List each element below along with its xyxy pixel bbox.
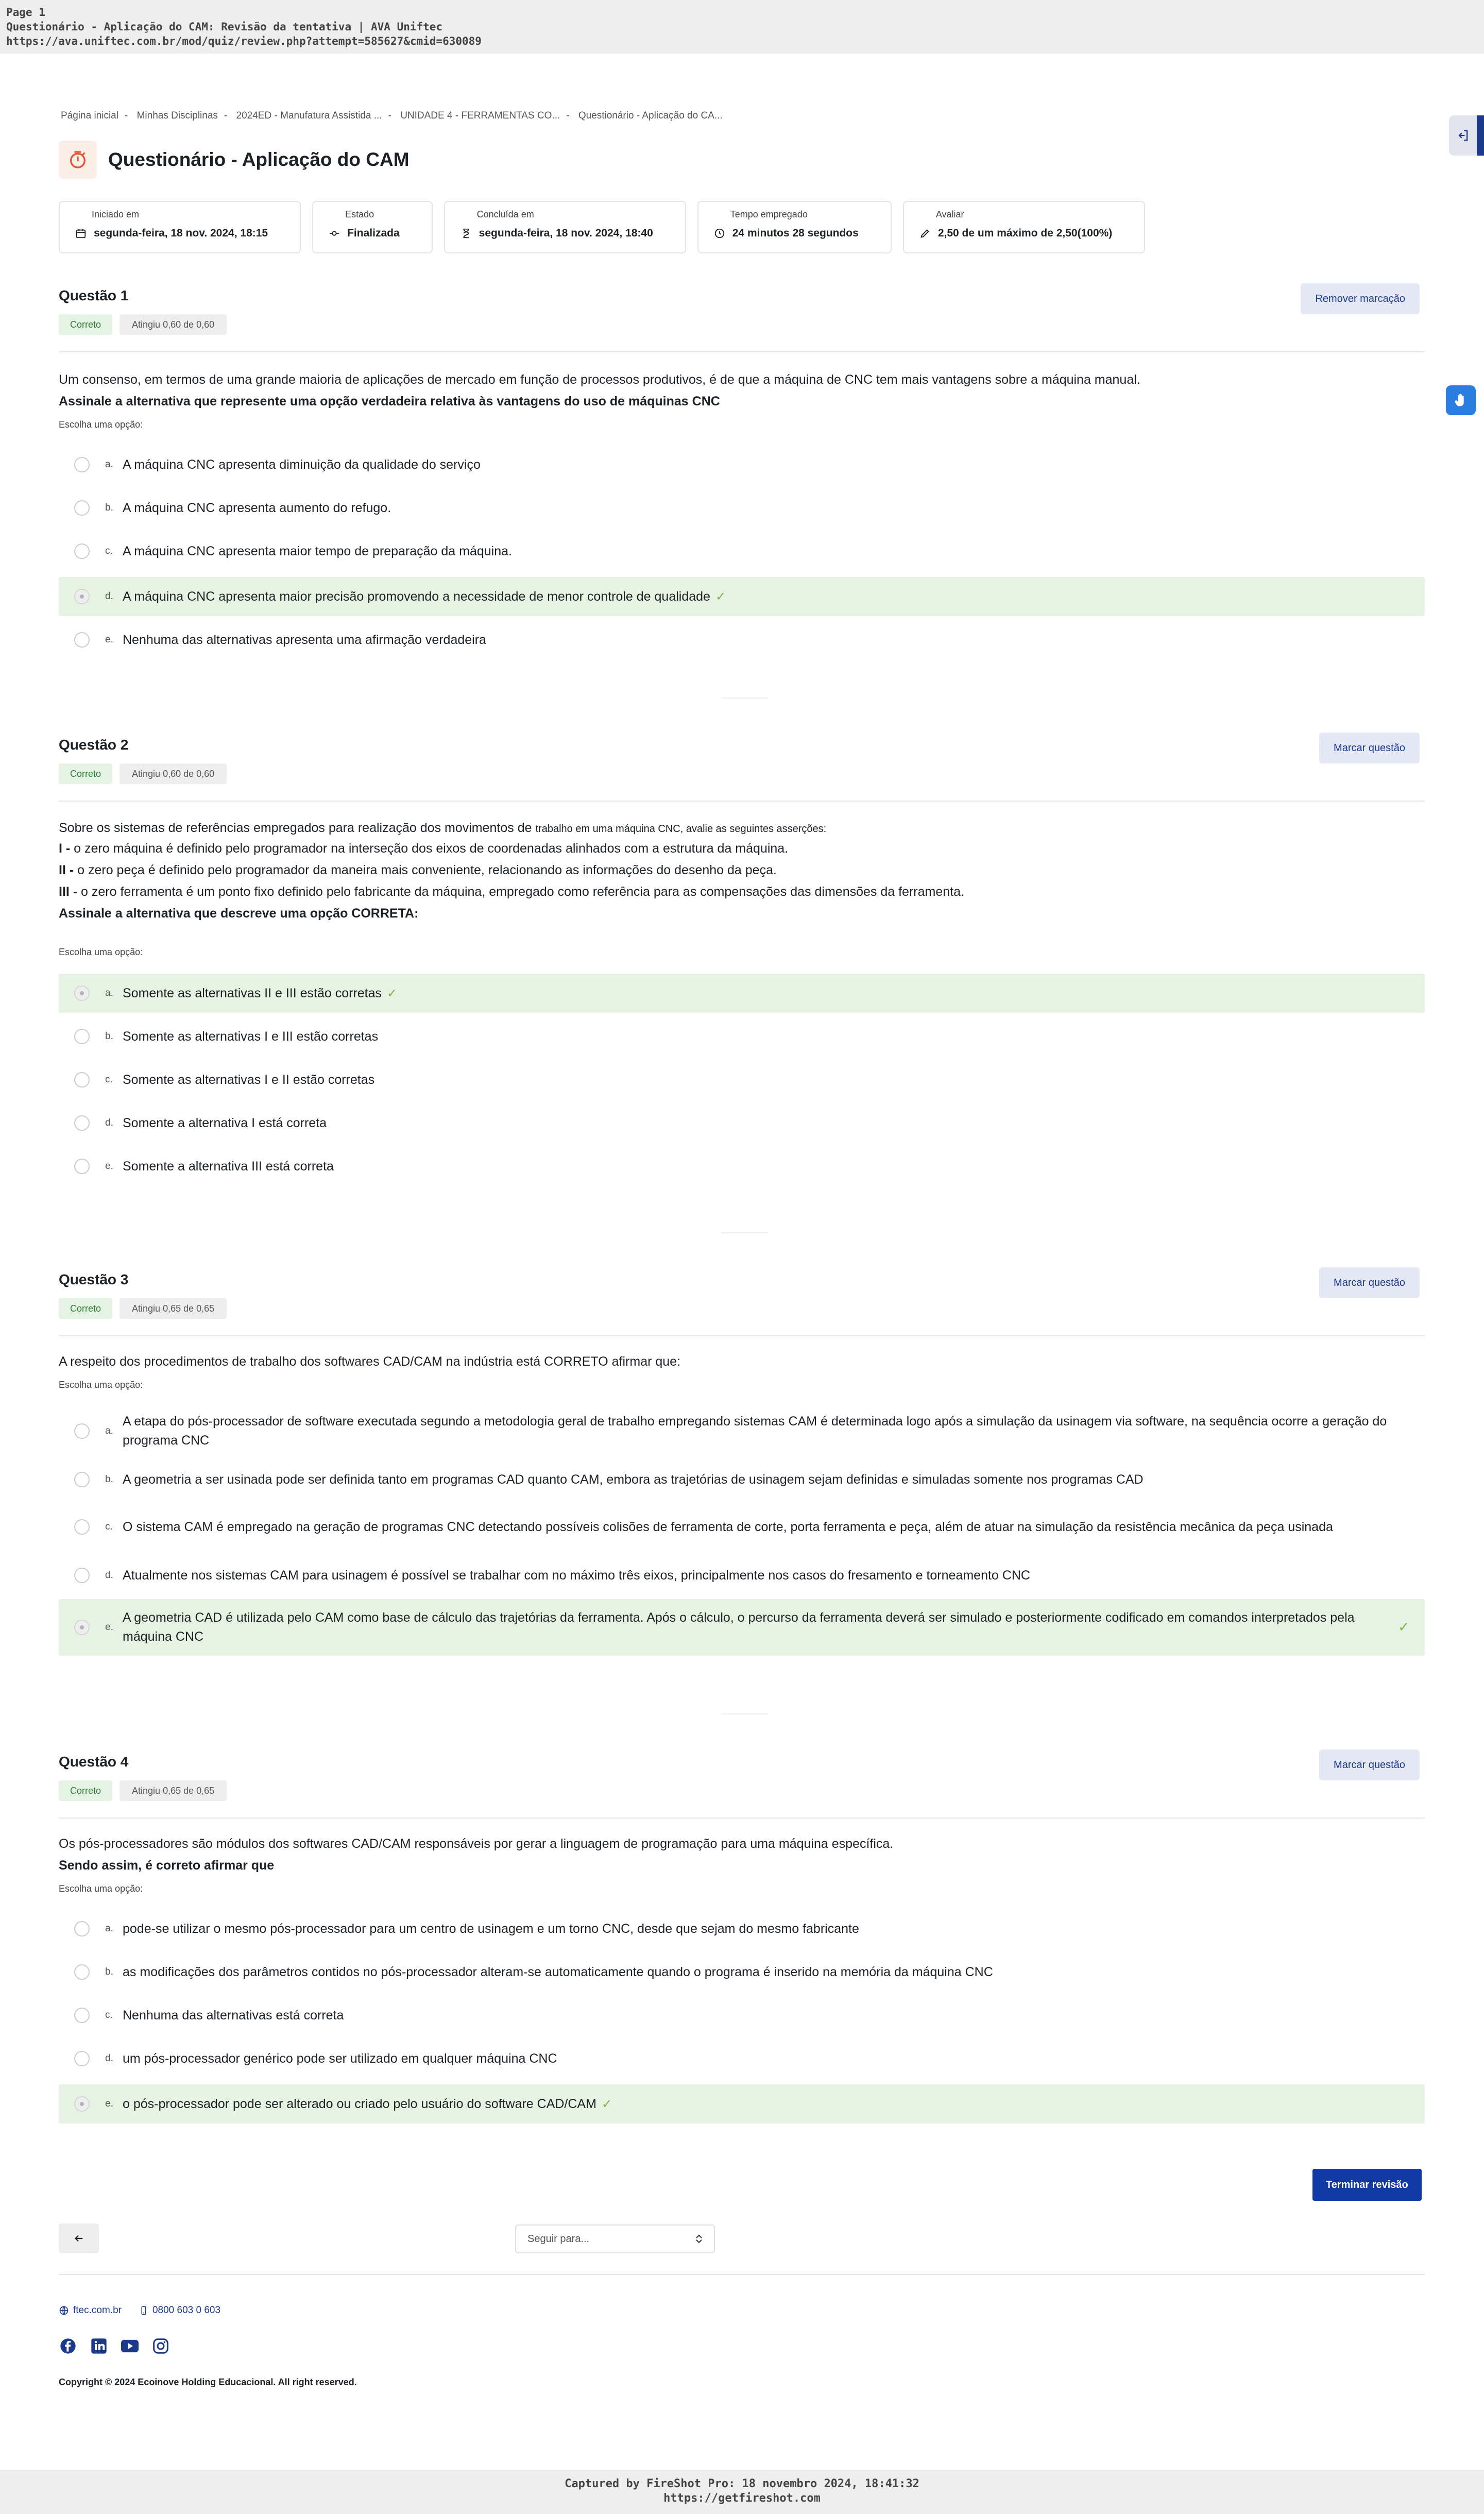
question-text: A respeito dos procedimentos de trabalho dos softwares CAD/CAM na indústria está CORRETO afirmar que: bbox=[59, 1354, 681, 1369]
social-links bbox=[59, 2337, 182, 2355]
option-radio[interactable] bbox=[74, 1072, 90, 1088]
completed-card bbox=[444, 201, 686, 253]
option-letter: a. bbox=[105, 988, 113, 998]
option-radio[interactable] bbox=[74, 1159, 90, 1174]
previous-button[interactable] bbox=[59, 2223, 99, 2253]
capture-link: https://getfireshot.com bbox=[663, 2492, 821, 2505]
option-text: A máquina CNC apresenta aumento do refugo. bbox=[123, 500, 391, 515]
question-title: Questão 1 bbox=[59, 287, 129, 303]
calendar-icon bbox=[75, 228, 87, 239]
option-d[interactable] bbox=[59, 1558, 1425, 1593]
phone-link[interactable] bbox=[139, 2305, 220, 2316]
check-icon: ✓ bbox=[601, 2097, 612, 2111]
option-letter: c. bbox=[105, 2010, 113, 2020]
option-text: Somente as alternativas II e III estão corretas ✓ bbox=[123, 984, 1394, 1003]
option-letter: c. bbox=[105, 1521, 113, 1532]
option-radio-selected[interactable] bbox=[74, 589, 90, 604]
option-radio-selected[interactable] bbox=[74, 2096, 90, 2112]
phone-icon bbox=[139, 2305, 148, 2316]
facebook-icon[interactable] bbox=[59, 2337, 77, 2355]
status-icon bbox=[329, 228, 340, 239]
option-radio[interactable] bbox=[74, 2051, 90, 2066]
question-title: Questão 4 bbox=[59, 1754, 129, 1770]
question-title: Questão 3 bbox=[59, 1271, 129, 1287]
page-header bbox=[59, 139, 410, 180]
option-radio[interactable] bbox=[74, 632, 90, 648]
option-text: A geometria a ser usinada pode ser definida tanto em programas CAD quanto CAM, embora as trajetórias de usinagem sejam definidas e simuladas somente nos programas CAD bbox=[123, 1472, 1144, 1487]
linkedin-icon[interactable] bbox=[90, 2337, 108, 2355]
status-badge: Correto bbox=[59, 1780, 112, 1801]
option-text: um pós-processador genérico pode ser utilizado em qualquer máquina CNC bbox=[123, 2051, 557, 2066]
breadcrumb-home[interactable]: Página inicial bbox=[61, 110, 118, 121]
breadcrumb-my-courses[interactable]: Minhas Disciplinas bbox=[137, 110, 218, 121]
option-text: A máquina CNC apresenta maior precisão promovendo a necessidade de menor controle de qualidade ✓ bbox=[123, 587, 1394, 606]
status-badge: Correto bbox=[59, 763, 112, 784]
footer-divider bbox=[59, 2274, 1425, 2275]
capture-footer bbox=[0, 2470, 1484, 2514]
question-separator bbox=[721, 1232, 767, 1233]
divider bbox=[59, 801, 1425, 802]
check-icon: ✓ bbox=[715, 589, 726, 604]
started-value: segunda-feira, 18 nov. 2024, 18:15 bbox=[94, 227, 268, 239]
attempt-summary bbox=[59, 201, 1156, 253]
option-text: Nenhuma das alternativas apresenta uma afirmação verdadeira bbox=[123, 632, 486, 647]
question-intro: Sobre os sistemas de referências empregados para realização dos movimentos de trabalho em uma máquina CNC, avalie as seguintes asserções: bbox=[59, 821, 827, 835]
option-b[interactable] bbox=[59, 1019, 1425, 1054]
option-letter: c. bbox=[105, 546, 113, 556]
website-text: ftec.com.br bbox=[73, 2305, 122, 2316]
assertion-3: III - o zero ferramenta é um ponto fixo definido pelo fabricante da máquina, empregado como referência para as compensações das dimensões da ferramenta. bbox=[59, 885, 964, 899]
option-radio[interactable] bbox=[74, 1964, 90, 1980]
option-radio[interactable] bbox=[74, 2008, 90, 2023]
grade-value: 2,50 de um máximo de 2,50(100%) bbox=[937, 227, 1113, 239]
option-c[interactable] bbox=[59, 1502, 1425, 1552]
question-text: Um consenso, em termos de uma grande maioria de aplicações de mercado em função de processos produtivos, é de que a máquina de CNC tem mais vantagens sobre a máquina manual. bbox=[59, 372, 1140, 387]
option-letter: d. bbox=[105, 1117, 113, 1128]
globe-icon bbox=[59, 2305, 69, 2316]
assertion-1: I - o zero máquina é definido pelo programador na interseção dos eixos de coordenadas alinhados com a estrutura da máquina. bbox=[59, 841, 789, 856]
option-letter: d. bbox=[105, 591, 113, 602]
choose-option-label: Escolha uma opção: bbox=[59, 419, 143, 430]
time-value: 24 minutos 28 segundos bbox=[732, 227, 859, 239]
option-a-correct[interactable] bbox=[59, 974, 1425, 1013]
option-radio[interactable] bbox=[74, 1568, 90, 1583]
choose-option-label: Escolha uma opção: bbox=[59, 947, 143, 957]
quiz-icon bbox=[59, 141, 97, 179]
youtube-icon[interactable] bbox=[121, 2337, 139, 2355]
time-card bbox=[697, 201, 892, 253]
option-d-correct[interactable] bbox=[59, 577, 1425, 616]
page-title: Questionário - Aplicação do CAM bbox=[108, 149, 410, 170]
option-letter: c. bbox=[105, 1074, 113, 1085]
option-letter: b. bbox=[105, 1031, 113, 1042]
breadcrumb-quiz[interactable]: Questionário - Aplicação do CA... bbox=[578, 110, 723, 121]
flag-question-button[interactable]: Marcar questão bbox=[1319, 1267, 1420, 1298]
breadcrumb: Página inicial - Minhas Disciplinas - 2024ED - Manufatura Assistida ... - UNIDADE 4 - FERRAMENTAS CO... - Questionário - Aplicação do CA... bbox=[61, 110, 723, 121]
grade-label: Avaliar bbox=[935, 209, 964, 219]
option-letter: b. bbox=[105, 502, 113, 513]
option-b[interactable] bbox=[59, 1955, 1425, 1990]
finish-review-button[interactable]: Terminar revisão bbox=[1312, 2169, 1422, 2201]
accessibility-button[interactable] bbox=[1446, 385, 1476, 415]
option-text: A etapa do pós-processador de software executada segundo a metodologia geral de trabalho empregando sistemas CAM é determinada logo após a simulação da usinagem via software, na sequência ocorre a geração do programa CNC bbox=[123, 1414, 1387, 1448]
choose-option-label: Escolha uma opção: bbox=[59, 1883, 143, 1894]
document-title: Questionário - Aplicação do CAM: Revisão da tentativa | AVA Uniftec bbox=[6, 21, 443, 33]
option-text: Somente as alternativas I e III estão corretas bbox=[123, 1029, 379, 1044]
divider bbox=[59, 1335, 1425, 1336]
option-text: Nenhuma das alternativas está correta bbox=[123, 2008, 344, 2023]
open-drawer-button[interactable] bbox=[1449, 115, 1484, 156]
option-text: Somente a alternativa III está correta bbox=[123, 1159, 334, 1174]
website-link[interactable] bbox=[59, 2305, 122, 2316]
question-instruction: Sendo assim, é correto afirmar que bbox=[59, 1858, 275, 1873]
option-radio[interactable] bbox=[74, 1115, 90, 1131]
option-text: O sistema CAM é empregado na geração de programas CNC detectando possíveis colisões de ferramenta de corte, porta ferramenta e peça, além de atuar na simulação da resistência mecânica da peça usinada bbox=[123, 1519, 1333, 1534]
option-radio[interactable] bbox=[74, 1423, 90, 1439]
question-separator bbox=[721, 698, 767, 699]
select-arrows-icon bbox=[695, 2234, 703, 2244]
state-card bbox=[312, 201, 433, 253]
status-badge: Correto bbox=[59, 314, 112, 335]
state-label: Estado bbox=[345, 209, 374, 219]
flag-question-button[interactable]: Remover marcação bbox=[1301, 283, 1420, 314]
page-label: Page 1 bbox=[6, 6, 45, 19]
divider bbox=[59, 351, 1425, 352]
option-letter: b. bbox=[105, 1966, 113, 1977]
flag-question-button[interactable]: Marcar questão bbox=[1319, 1749, 1420, 1780]
clock-icon bbox=[714, 228, 725, 239]
option-text: pode-se utilizar o mesmo pós-processador para um centro de usinagem e um torno CNC, desde que sejam do mesmo fabricante bbox=[123, 1921, 859, 1936]
phone-text: 0800 603 0 603 bbox=[152, 2305, 221, 2316]
option-radio[interactable] bbox=[74, 543, 90, 559]
jump-to-select[interactable] bbox=[515, 2224, 715, 2253]
instagram-icon[interactable] bbox=[151, 2337, 170, 2355]
arrow-left-icon bbox=[73, 2233, 84, 2244]
option-radio[interactable] bbox=[74, 1519, 90, 1535]
option-text: as modificações dos parâmetros contidos no pós-processador alteram-se automaticamente quando o programa é inserido na memória da máquina CNC bbox=[123, 1964, 993, 1979]
option-d[interactable] bbox=[59, 2041, 1425, 2076]
option-text: Somente a alternativa I está correta bbox=[123, 1115, 327, 1130]
state-value: Finalizada bbox=[347, 227, 400, 239]
option-e-correct[interactable] bbox=[59, 2084, 1425, 2124]
option-radio-selected[interactable] bbox=[74, 1620, 90, 1635]
option-b[interactable] bbox=[59, 1462, 1425, 1497]
option-text: A geometria CAD é utilizada pelo CAM como base de cálculo das trajetórias da ferramenta. Após o cálculo, o percurso da ferramenta deverá ser simulado e posteriormente codificado em comandos interpretados pela máquina CNC bbox=[123, 1610, 1355, 1644]
pencil-icon bbox=[919, 228, 931, 239]
started-card bbox=[59, 201, 301, 253]
question-instruction: Assinale a alternativa que descreve uma opção CORRETA: bbox=[59, 906, 419, 921]
option-letter: e. bbox=[105, 2098, 113, 2109]
option-text: o pós-processador pode ser alterado ou criado pelo usuário do software CAD/CAM ✓ bbox=[123, 2095, 1394, 2114]
footer-contact bbox=[59, 2305, 238, 2316]
question-separator bbox=[721, 1713, 767, 1714]
option-radio[interactable] bbox=[74, 500, 90, 516]
choose-option-label: Escolha uma opção: bbox=[59, 1380, 143, 1390]
grade-card bbox=[903, 201, 1146, 253]
check-icon: ✓ bbox=[1398, 1620, 1409, 1635]
hand-sign-icon bbox=[1452, 392, 1470, 409]
option-text: A máquina CNC apresenta diminuição da qualidade do serviço bbox=[123, 457, 481, 472]
hourglass-icon bbox=[460, 228, 472, 239]
option-e[interactable] bbox=[59, 1149, 1425, 1184]
breadcrumb-course[interactable]: 2024ED - Manufatura Assistida ... bbox=[236, 110, 382, 121]
option-c[interactable] bbox=[59, 534, 1425, 569]
option-a[interactable] bbox=[59, 1911, 1425, 1946]
option-e-correct[interactable] bbox=[59, 1599, 1425, 1656]
option-letter: e. bbox=[105, 1622, 113, 1633]
option-radio[interactable] bbox=[74, 1029, 90, 1044]
grade-badge: Atingiu 0,65 de 0,65 bbox=[120, 1780, 227, 1801]
jump-to-value: Seguir para... bbox=[527, 2233, 590, 2245]
capture-info: Captured by FireShot Pro: 18 novembro 2024, 18:41:32 bbox=[565, 2477, 919, 2490]
grade-badge: Atingiu 0,60 de 0,60 bbox=[120, 763, 227, 784]
copyright-text: Copyright © 2024 Ecoinove Holding Educacional. All right reserved. bbox=[59, 2377, 357, 2387]
completed-value: segunda-feira, 18 nov. 2024, 18:40 bbox=[479, 227, 653, 239]
option-letter: e. bbox=[105, 634, 113, 645]
question-title: Questão 2 bbox=[59, 737, 129, 753]
capture-header bbox=[0, 0, 1484, 54]
completed-label: Concluída em bbox=[476, 209, 534, 219]
question-instruction: Assinale a alternativa que represente uma opção verdadeira relativa às vantagens do uso de máquinas CNC bbox=[59, 394, 720, 409]
option-letter: e. bbox=[105, 1161, 113, 1171]
option-text: Atualmente nos sistemas CAM para usinagem é possível se trabalhar com no máximo três eixos, principalmente nos casos do fresamento e torneamento CNC bbox=[123, 1568, 1030, 1583]
option-text: Somente as alternativas I e II estão corretas bbox=[123, 1072, 375, 1087]
divider bbox=[59, 1817, 1425, 1819]
grade-badge: Atingiu 0,60 de 0,60 bbox=[120, 314, 227, 335]
option-text: A máquina CNC apresenta maior tempo de preparação da máquina. bbox=[123, 543, 512, 558]
status-badge: Correto bbox=[59, 1298, 112, 1319]
option-e[interactable] bbox=[59, 622, 1425, 657]
option-letter: a. bbox=[105, 1425, 113, 1436]
drawer-open-icon bbox=[1456, 128, 1470, 143]
page-url: https://ava.uniftec.com.br/mod/quiz/review.php?attempt=585627&cmid=630089 bbox=[6, 35, 482, 47]
option-radio[interactable] bbox=[74, 1921, 90, 1937]
option-letter: a. bbox=[105, 459, 113, 470]
option-c[interactable] bbox=[59, 1998, 1425, 2033]
flag-question-button[interactable]: Marcar questão bbox=[1319, 733, 1420, 763]
option-radio[interactable] bbox=[74, 1472, 90, 1487]
option-letter: a. bbox=[105, 1923, 113, 1934]
option-letter: d. bbox=[105, 2053, 113, 2064]
option-letter: b. bbox=[105, 1474, 113, 1485]
option-c[interactable] bbox=[59, 1062, 1425, 1097]
check-icon: ✓ bbox=[387, 986, 398, 1000]
assertion-2: II - o zero peça é definido pelo programador da maneira mais conveniente, relacionando as informações do desenho da peça. bbox=[59, 863, 777, 877]
option-b[interactable] bbox=[59, 490, 1425, 525]
started-label: Iniciado em bbox=[92, 209, 140, 219]
option-a[interactable] bbox=[59, 1406, 1425, 1456]
option-a[interactable] bbox=[59, 447, 1425, 482]
breadcrumb-unit[interactable]: UNIDADE 4 - FERRAMENTAS CO... bbox=[400, 110, 560, 121]
option-letter: d. bbox=[105, 1570, 113, 1581]
grade-badge: Atingiu 0,65 de 0,65 bbox=[120, 1298, 227, 1319]
option-d[interactable] bbox=[59, 1106, 1425, 1141]
question-text: Os pós-processadores são módulos dos softwares CAD/CAM responsáveis por gerar a linguagem de programação para uma máquina específica. bbox=[59, 1837, 894, 1851]
option-radio[interactable] bbox=[74, 457, 90, 472]
time-label: Tempo empregado bbox=[730, 209, 808, 219]
option-radio-selected[interactable] bbox=[74, 986, 90, 1001]
